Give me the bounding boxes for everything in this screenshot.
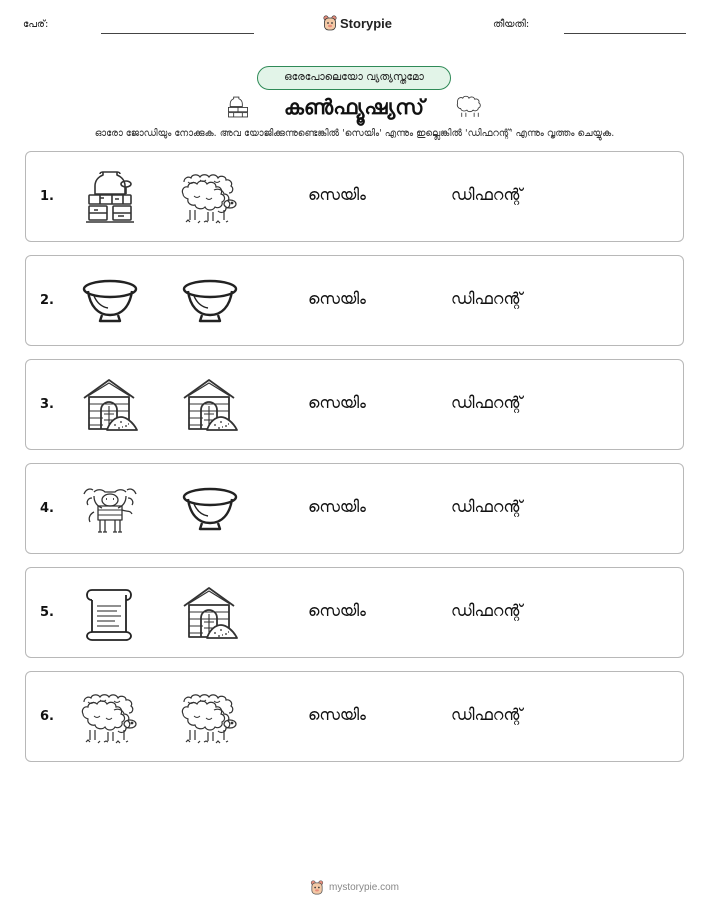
brand-name: Storypie (340, 15, 393, 31)
jar-icon (225, 94, 251, 120)
ox-icon (80, 480, 140, 538)
question-number: 1. (40, 189, 54, 204)
same-option[interactable]: സെയിം (308, 497, 366, 516)
different-option[interactable]: ഡിഫറന്റ് (451, 497, 523, 516)
question-row (25, 255, 684, 346)
sheep-icon (80, 688, 140, 746)
question-number: 6. (40, 709, 54, 724)
bowl-icon (180, 480, 240, 538)
bowl-icon (80, 272, 140, 330)
question-number: 4. (40, 501, 54, 516)
granary-icon (180, 584, 240, 642)
sheep-icon (453, 92, 487, 122)
worksheet-header (0, 14, 709, 38)
different-option[interactable]: ഡിഫറന്റ് (451, 185, 523, 204)
question-row (25, 359, 684, 450)
jar-icon (80, 168, 140, 226)
sheep-icon (180, 688, 240, 746)
worksheet-type-badge: ഒരേപോലെയോ വ്യത്യസ്തമോ (257, 66, 451, 90)
date-line (564, 33, 686, 34)
bowl-icon (180, 272, 240, 330)
question-number: 5. (40, 605, 54, 620)
question-number: 3. (40, 397, 54, 412)
name-line (101, 33, 254, 34)
name-label: പേര്: (23, 19, 49, 30)
instruction-text: ഓരോ ജോഡിയും നോക്കുക. അവ യോജിക്കുന്നുണ്ടെങ്കിൽ 'സെയിം' എന്നും ഇല്ലെങ്കിൽ 'ഡിഫറന്റ്' എന്നും വൃത്തം ചെയ്യുക. (94, 128, 615, 139)
different-option[interactable]: ഡിഫറന്റ് (451, 289, 523, 308)
question-row (25, 463, 684, 554)
sheep-icon (180, 168, 240, 226)
same-option[interactable]: സെയിം (308, 601, 366, 620)
same-option[interactable]: സെയിം (308, 393, 366, 412)
same-option[interactable]: സെയിം (308, 185, 366, 204)
question-number: 2. (40, 293, 54, 308)
question-row (25, 671, 684, 762)
different-option[interactable]: ഡിഫറന്റ് (451, 393, 523, 412)
footer-site: mystorypie.com (328, 882, 399, 893)
same-option[interactable]: സെയിം (308, 289, 366, 308)
scroll-icon (80, 584, 140, 642)
different-option[interactable]: ഡിഫറന്റ് (451, 601, 523, 620)
storypie-mascot-icon (323, 15, 337, 31)
title-row (0, 92, 709, 122)
worksheet-title: കൺഫ്യൂഷ്യസ് (283, 95, 425, 119)
different-option[interactable]: ഡിഫറന്റ് (451, 705, 523, 724)
storypie-mascot-icon (310, 880, 324, 895)
footer (0, 880, 709, 895)
granary-icon (180, 376, 240, 434)
question-row (25, 567, 684, 658)
granary-icon (80, 376, 140, 434)
date-label: തീയതി: (493, 19, 530, 30)
same-option[interactable]: സെയിം (308, 705, 366, 724)
question-row (25, 151, 684, 242)
storypie-logo (323, 15, 392, 31)
